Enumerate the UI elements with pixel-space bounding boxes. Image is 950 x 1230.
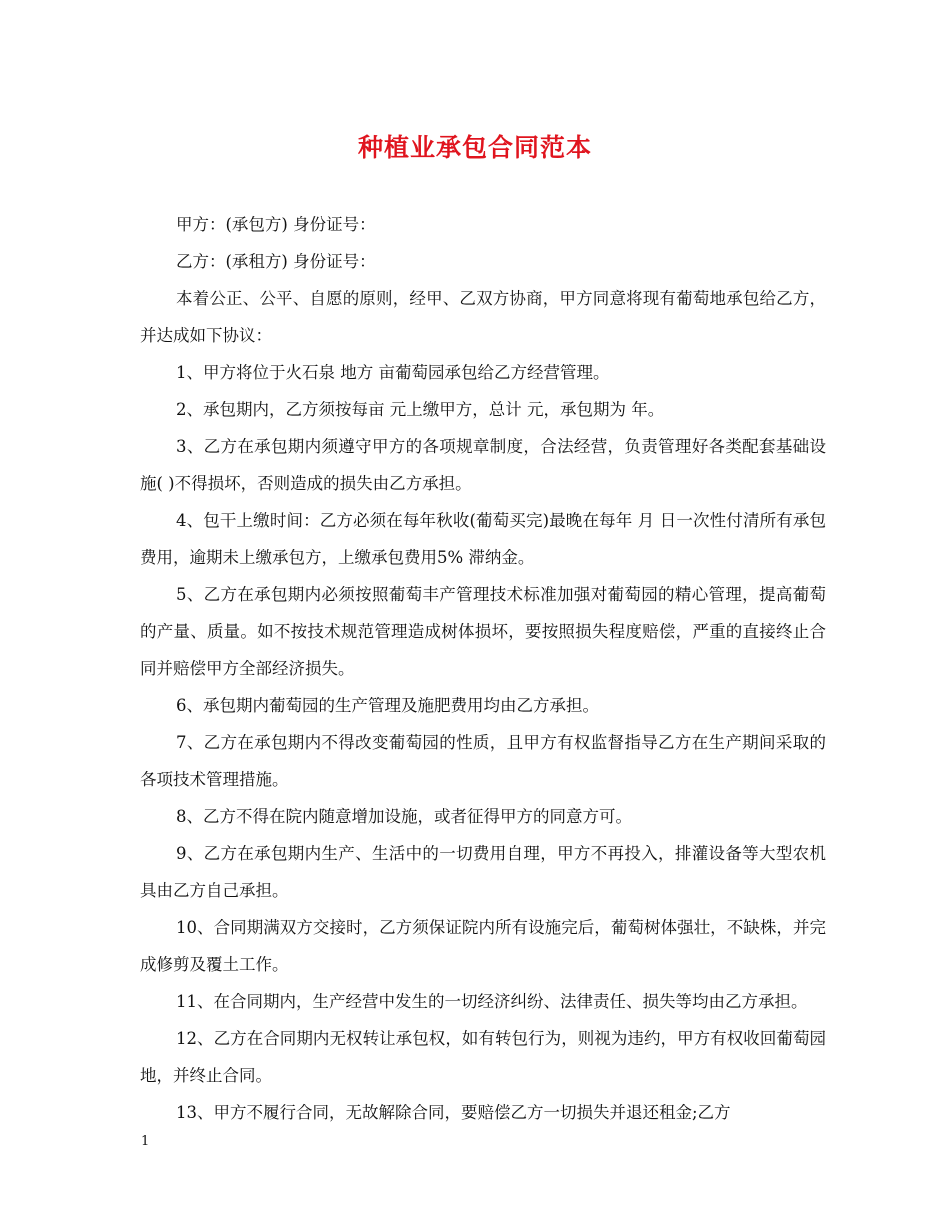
clause-11: 11、在合同期内，生产经营中发生的一切经济纠纷、法律责任、损失等均由乙方承担。	[176, 992, 808, 1011]
clause-6: 6、承包期内葡萄园的生产管理及施肥费用均由乙方承担。	[176, 696, 599, 715]
clause-7: 7、乙方在承包期内不得改变葡萄园的性质，且甲方有权监督指导乙方在生产期间采取的各项技术管理措施。	[140, 733, 826, 789]
clause-13: 13、甲方不履行合同，无故解除合同，要赔偿乙方一切损失并退还租金;乙方	[176, 1103, 731, 1122]
clause-1: 1、甲方将位于火石泉 地方 亩葡萄园承包给乙方经营管理。	[176, 363, 610, 382]
clause-3: 3、乙方在承包期内须遵守甲方的各项规章制度，合法经营，负责管理好各类配套基础设施( )不得损坏，否则造成的损失由乙方承担。	[140, 437, 826, 493]
clause-10: 10、合同期满双方交接时，乙方须保证院内所有设施完后，葡萄树体强壮，不缺株，并完成修剪及覆土工作。	[140, 918, 826, 974]
party-a-line: 甲方：(承包方) 身份证号：	[176, 215, 376, 234]
document-body	[140, 206, 826, 1131]
preamble-paragraph: 本着公正、公平、自愿的原则，经甲、乙双方协商，甲方同意将现有葡萄地承包给乙方，并达成如下协议：	[140, 289, 826, 345]
document-title: 种植业承包合同范本	[357, 133, 592, 162]
clause-9: 9、乙方在承包期内生产、生活中的一切费用自理，甲方不再投入，排灌设备等大型农机具由乙方自己承担。	[140, 844, 826, 900]
party-b-line: 乙方：(承租方) 身份证号：	[176, 252, 376, 271]
clause-5: 5、乙方在承包期内必须按照葡萄丰产管理技术标准加强对葡萄园的精心管理，提高葡萄的产量、质量。如不按技术规范管理造成树体损坏，要按照损失程度赔偿，严重的直接终止合同并赔偿甲方全部经济损失。	[140, 585, 826, 678]
clause-8: 8、乙方不得在院内随意增加设施，或者征得甲方的同意方可。	[176, 807, 632, 826]
clause-4: 4、包干上缴时间：乙方必须在每年秋收(葡萄买完)最晚在每年 月 日一次性付清所有承包费用，逾期未上缴承包方，上缴承包费用5% 滞纳金。	[140, 511, 826, 567]
clause-2: 2、承包期内，乙方须按每亩 元上缴甲方，总计 元，承包期为 年。	[176, 400, 665, 419]
clause-12: 12、乙方在合同期内无权转让承包权，如有转包行为，则视为违约，甲方有权收回葡萄园地，并终止合同。	[140, 1029, 826, 1085]
page-number: 1	[141, 1134, 150, 1149]
